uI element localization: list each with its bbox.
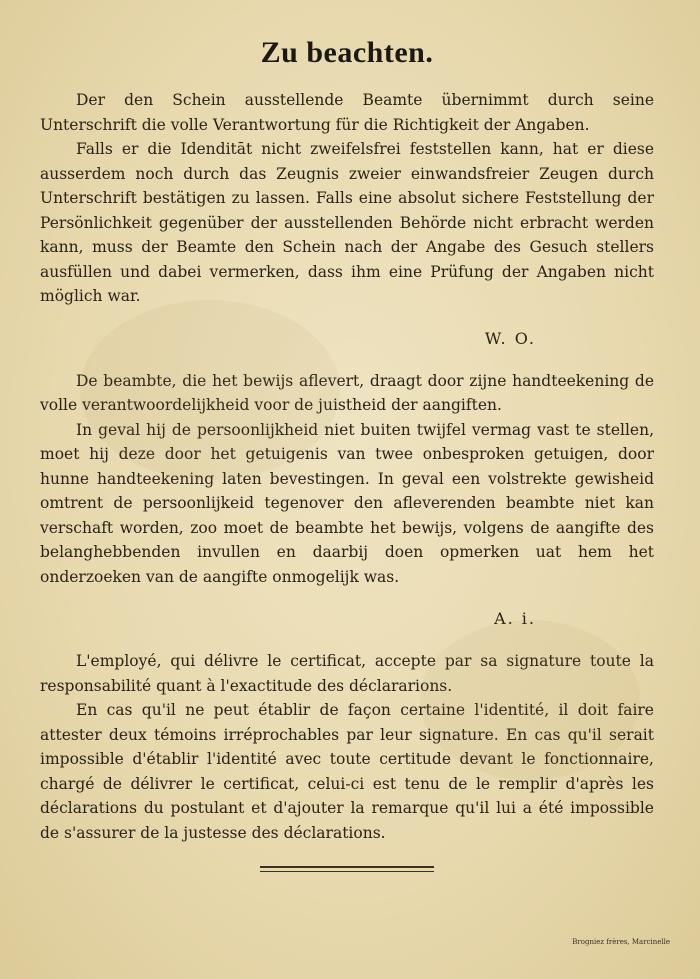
dutch-signature: A. i. — [494, 609, 536, 628]
dutch-paragraph-2: In geval hij de persoonlijkheid niet buiten twijfel vermag vast te stellen, moet hij deze door het getuigenis van twee onbesproken getuigen, door hunne handteekening laten bevestingen. In geval een volstrekte gewisheid omtrent de persoonlijkeid tegenover den afleverenden beambte niet kan verschaft worden, zoo moet de beambte het bewijs, volgens de aangifte des belanghebbenden invullen en daarbij doen opmerken uat hem het onderzoeken van de aangifte onmogelijk was. — [40, 420, 654, 586]
french-paragraph-2: En cas qu'il ne peut établir de façon certaine l'identité, il doit faire attester deux témoins irréprochables par leur signature. En cas qu'il serait impossible d'établir l'identité avec toute certitude devant le fonctionnaire, chargé de délivrer le certificat, celui-ci est tenu de le remplir d'après les déclarations du postulant et d'ajouter la remarque qu'il lui a été impossible de s'assurer de la justesse des déclarations. — [40, 701, 654, 842]
page-title: Zu beachten. — [260, 36, 434, 69]
printer-imprint: Brogniez frères, Marcinelle — [572, 938, 670, 946]
paper-stain — [80, 300, 340, 480]
german-signature: W. O. — [484, 328, 536, 348]
double-rule-top — [260, 866, 434, 868]
double-rule-bottom — [260, 871, 434, 872]
paper-stain — [420, 620, 640, 780]
german-paragraph-1: Der den Schein ausstellende Beamte übernimmt durch seine Unterschrift die volle Verantwortung für die Richtigkeit der Angaben. — [40, 91, 654, 134]
dutch-paragraph-1: De beambte, die het bewijs aflevert, draagt door zijne handteekening de volle verantwoordelijkheid voor de juistheid der aangiften. — [40, 371, 654, 414]
german-paragraph-2: Falls er die Idenditāt nicht zweifelsfrei feststellen kann, hat er diese ausserdem noch durch das Zeugnis zweier einwandsfreier Zeugen durch Unterschrift bestätigen zu lassen. Falls eine absolut sichere Feststellung der Persönlichkeit gegenüber der ausstellenden Behörde nicht erbracht werden kann, muss der Beamte den Schein nach der Angabe des Gesuch stellers ausfüllen und dabei vermerken, dass ihm eine Prüfung der Angaben nicht möglich war. — [40, 140, 654, 305]
french-paragraph-1: L'employé, qui délivre le certificat, accepte par sa signature toute la responsabilité quant à l'exactitude des déclararions. — [40, 652, 654, 695]
german-section — [40, 88, 654, 348]
